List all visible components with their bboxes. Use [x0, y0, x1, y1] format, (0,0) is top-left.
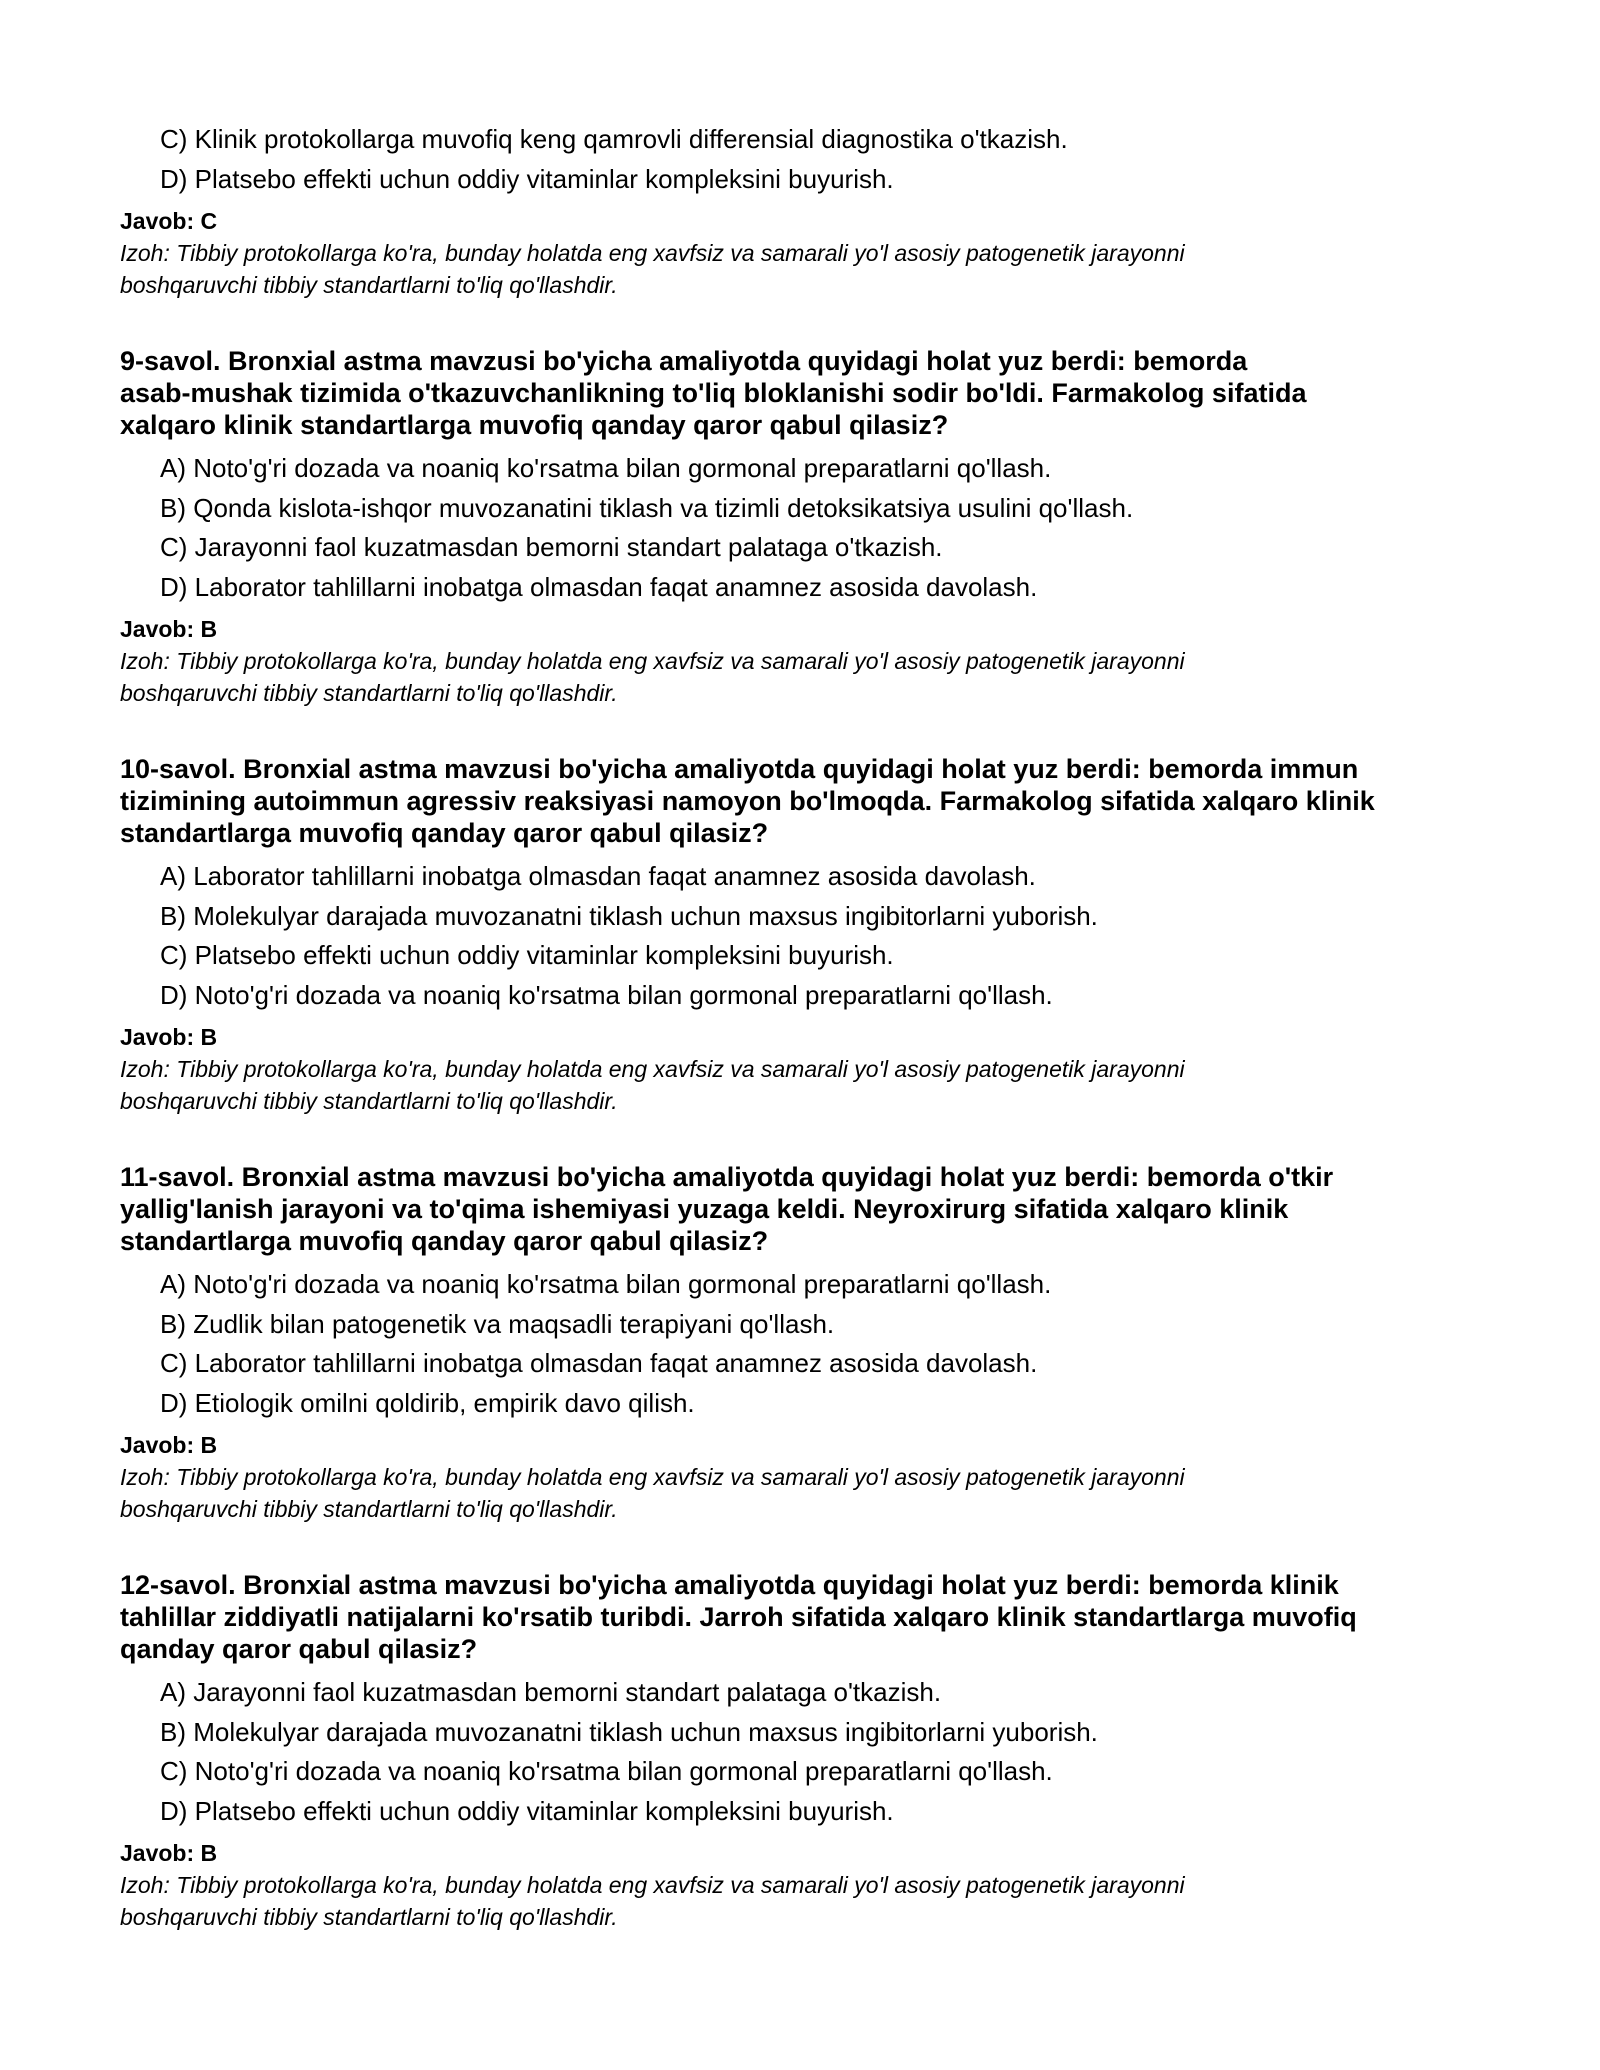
explanation-line-1: Izoh: Tibbiy protokollarga ko'ra, bunday holatda eng xavfsiz va samarali yo'l asosiy patogenetik jarayonni [120, 1464, 1185, 1490]
question-block-8-tail [120, 120, 1480, 301]
explanation-line-1: Izoh: Tibbiy protokollarga ko'ra, bunday holatda eng xavfsiz va samarali yo'l asosiy patogenetik jarayonni [120, 240, 1185, 266]
explanation-line-1: Izoh: Tibbiy protokollarga ko'ra, bunday holatda eng xavfsiz va samarali yo'l asosiy patogenetik jarayonni [120, 1872, 1185, 1898]
option-c: C) Noto'g'ri dozada va noaniq ko'rsatma bilan gormonal preparatlarni qo'llash. [160, 1756, 1053, 1786]
option-a: A) Noto'g'ri dozada va noaniq ko'rsatma bilan gormonal preparatlarni qo'llash. [160, 1269, 1052, 1299]
question-line: 10-savol. Bronxial astma mavzusi bo'yicha amaliyotda quyidagi holat yuz berdi: bemorda immun [120, 754, 1359, 784]
option-d: D) Platsebo effekti uchun oddiy vitaminlar kompleksini buyurish. [160, 1795, 894, 1826]
page-content [120, 120, 1480, 1933]
explanation-line-2: boshqaruvchi tibbiy standartlarni to'liq qo'llashdir. [120, 680, 618, 706]
option-c: C) Platsebo effekti uchun oddiy vitaminlar kompleksini buyurish. [160, 940, 894, 970]
question-text [120, 1161, 1480, 1257]
question-line: standartlarga muvofiq qanday qaror qabul qilasiz? [120, 1226, 769, 1256]
question-line: xalqaro klinik standartlarga muvofiq qanday qaror qabul qilasiz? [120, 410, 949, 440]
question-line: 11-savol. Bronxial astma mavzusi bo'yicha amaliyotda quyidagi holat yuz berdi: bemorda o'tkir [120, 1162, 1334, 1192]
question-line: 9-savol. Bronxial astma mavzusi bo'yicha amaliyotda quyidagi holat yuz berdi: bemorda [120, 346, 1248, 376]
option-a: A) Laborator tahlillarni inobatga olmasdan faqat anamnez asosida davolash. [160, 861, 1036, 891]
option-c: C) Laborator tahlillarni inobatga olmasdan faqat anamnez asosida davolash. [160, 1348, 1038, 1378]
question-line: standartlarga muvofiq qanday qaror qabul qilasiz? [120, 818, 769, 848]
question-line: tahlillar ziddiyatli natijalarni ko'rsatib turibdi. Jarroh sifatida xalqaro klinik standartlarga muvofiq [120, 1602, 1357, 1632]
question-line: asab-mushak tizimida o'tkazuvchanlikning to'liq bloklanishi sodir bo'ldi. Farmakolog sifatida [120, 378, 1307, 408]
question-text [120, 345, 1480, 441]
question-block-10 [120, 753, 1480, 1117]
question-block-11 [120, 1161, 1480, 1525]
explanation-line-1: Izoh: Tibbiy protokollarga ko'ra, bunday holatda eng xavfsiz va samarali yo'l asosiy patogenetik jarayonni [120, 648, 1185, 674]
answer-label: Javob: B [120, 1024, 218, 1050]
answer-label: Javob: B [120, 1840, 218, 1866]
option-a: A) Noto'g'ri dozada va noaniq ko'rsatma bilan gormonal preparatlarni qo'llash. [160, 453, 1052, 483]
question-line: yallig'lanish jarayoni va to'qima ishemiyasi yuzaga keldi. Neyroxirurg sifatida xalqaro klinik [120, 1194, 1289, 1224]
answer-label: Javob: C [120, 208, 218, 234]
option-a: A) Jarayonni faol kuzatmasdan bemorni standart palataga o'tkazish. [160, 1677, 942, 1707]
explanation-line-2: boshqaruvchi tibbiy standartlarni to'liq qo'llashdir. [120, 272, 618, 298]
question-text [120, 753, 1480, 849]
option-d: D) Platsebo effekti uchun oddiy vitaminlar kompleksini buyurish. [160, 163, 894, 194]
option-b: B) Molekulyar darajada muvozanatni tiklash uchun maxsus ingibitorlarni yuborish. [160, 900, 1098, 931]
option-b: B) Zudlik bilan patogenetik va maqsadli terapiyani qo'llash. [160, 1308, 835, 1339]
question-line: 12-savol. Bronxial astma mavzusi bo'yicha amaliyotda quyidagi holat yuz berdi: bemorda klinik [120, 1570, 1339, 1600]
answer-label: Javob: B [120, 1432, 218, 1458]
option-d: D) Etiologik omilni qoldirib, empirik davo qilish. [160, 1387, 695, 1418]
answer-label: Javob: B [120, 616, 218, 642]
question-line: qanday qaror qabul qilasiz? [120, 1634, 478, 1664]
question-line: tizimining autoimmun agressiv reaksiyasi namoyon bo'lmoqda. Farmakolog sifatida xalqaro klinik [120, 786, 1375, 816]
question-text [120, 1569, 1480, 1665]
explanation-line-2: boshqaruvchi tibbiy standartlarni to'liq qo'llashdir. [120, 1496, 618, 1522]
option-b: B) Molekulyar darajada muvozanatni tiklash uchun maxsus ingibitorlarni yuborish. [160, 1716, 1098, 1747]
question-block-12 [120, 1569, 1480, 1933]
explanation-line-2: boshqaruvchi tibbiy standartlarni to'liq qo'llashdir. [120, 1088, 618, 1114]
option-b: B) Qonda kislota-ishqor muvozanatini tiklash va tizimli detoksikatsiya usulini qo'llash. [160, 492, 1134, 523]
option-d: D) Noto'g'ri dozada va noaniq ko'rsatma bilan gormonal preparatlarni qo'llash. [160, 979, 1053, 1010]
explanation-line-2: boshqaruvchi tibbiy standartlarni to'liq qo'llashdir. [120, 1904, 618, 1930]
option-c: C) Jarayonni faol kuzatmasdan bemorni standart palataga o'tkazish. [160, 532, 943, 562]
option-d: D) Laborator tahlillarni inobatga olmasdan faqat anamnez asosida davolash. [160, 571, 1038, 602]
explanation-line-1: Izoh: Tibbiy protokollarga ko'ra, bunday holatda eng xavfsiz va samarali yo'l asosiy patogenetik jarayonni [120, 1056, 1185, 1082]
question-block-9 [120, 345, 1480, 709]
option-c: C) Klinik protokollarga muvofiq keng qamrovli differensial diagnostika o'tkazish. [160, 124, 1068, 154]
